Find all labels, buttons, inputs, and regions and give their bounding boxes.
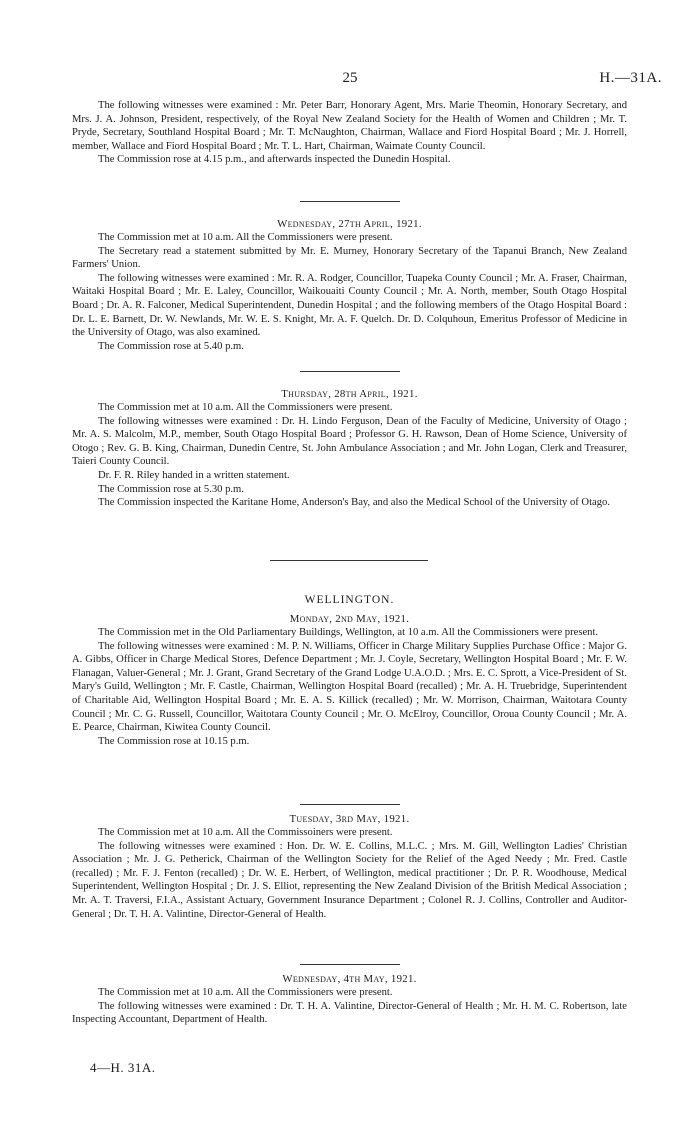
- section-heading: Tuesday, 3rd May, 1921.: [289, 813, 410, 825]
- witnesses-paragraph: The following witnesses were examined : Hon. Dr. W. E. Collins, M.L.C. ; Mrs. M. Gill, Wellington Ladies' Christian Association ; Mr. J. G. Petherick, Chairman of the Wellington Society for the Relief of the Aged Needy ; Mr. Fred. Castle (recalled) ; Mr. F. J. Fenton (recalled) ; Dr. W. E. Herbert, of Wellington, medical practitioner ; Dr. P. R. Woodhouse, Medical Superintendent, Wellington Hospital ; Dr. J. S. Elliot, representing the New Zealand Division of the British Medical Association ; Mr. A. T. Traversi, F.I.A., Assistant Actuary, Government Insurance Department ; Colonel R. J. Collins, Controller and Auditor-General ; Dr. T. H. A. Valintine, Director-General of Health.: [72, 840, 627, 920]
- major-divider: [270, 560, 428, 561]
- section-heading: Wednesday, 27th April, 1921.: [277, 218, 422, 230]
- meeting-paragraph: The Commission met at 10 a.m. All the Commissoiners were present.: [98, 827, 393, 838]
- witnesses-paragraph: The following witnesses were examined : Dr. T. H. A. Valintine, Director-General of Health ; Mr. H. M. C. Robertson, late Inspecting Accountant, Department of Health.: [72, 1000, 627, 1026]
- wednesday-4-may-section: [72, 972, 627, 1027]
- page-number: 25: [342, 70, 358, 86]
- section-divider: [300, 371, 400, 372]
- statement-paragraph: The Secretary read a statement submitted by Mr. E. Murney, Honorary Secretary of the Tapanui Branch, New Zealand Farmers' Union.: [72, 245, 627, 271]
- wellington-section: [72, 594, 627, 608]
- document-code: H.—31A.: [599, 70, 662, 86]
- monday-2-may-section: [72, 612, 627, 748]
- intro-rose-paragraph: The Commission rose at 4.15 p.m., and afterwards inspected the Dunedin Hospital.: [98, 154, 451, 166]
- rose-paragraph: The Commission rose at 10.15 p.m.: [98, 735, 250, 747]
- rose-paragraph: The Commission rose at 5.30 p.m.: [98, 483, 244, 495]
- meeting-paragraph: The Commission met at 10 a.m. All the Commissioners were present.: [98, 232, 393, 243]
- page-signature: 4—H. 31A.: [90, 1060, 156, 1075]
- intro-section: [72, 99, 627, 167]
- meeting-paragraph: The Commission met at 10 a.m. All the Commissioners were present.: [98, 402, 393, 413]
- city-heading: WELLINGTON.: [304, 594, 395, 606]
- meeting-paragraph: The Commission met in the Old Parliamentary Buildings, Wellington, at 10 a.m. All the Commissioners were present.: [98, 627, 599, 638]
- section-heading: Thursday, 28th April, 1921.: [281, 388, 418, 400]
- intro-witnesses-paragraph: The following witnesses were examined : Mr. Peter Barr, Honorary Agent, Mrs. Marie Theomin, Honorary Secretary, and Mrs. J. A. Johnson, President, respectively, of the Royal New Zealand Society for the Health of Women and Children ; Mr. T. Pryde, Secretary, Southland Hospital Board ; Mr. T. McNaughton, Chairman, Wallace and Fiord Hospital Board ; Mr. J. Horrell, member, Wallace and Fiord Hospital Board ; Mr. T. L. Hart, Chairman, Waimate County Council.: [72, 100, 627, 152]
- section-heading: Wednesday, 4th May, 1921.: [282, 973, 417, 985]
- statement-paragraph: Dr. F. R. Riley handed in a written statement.: [98, 469, 290, 481]
- witnesses-paragraph: The following witnesses were examined : Mr. R. A. Rodger, Councillor, Tuapeka County Council ; Mr. A. Fraser, Chairman, Waitaki Hospital Board ; Mr. E. Laley, Councillor, Waikouaiti County Council ; Mr. A. North, member, South Otago Hospital Board ; Dr. A. R. Falconer, Medical Superintendent, Dunedin Hospital ; and the following members of the Otago Hospital Board : Dr. L. E. Barnett, Dr. W. Newlands, Mr. W. E. S. Knight, Mr. A. F. Quelch. Dr. D. Colquhoun, Emeritus Professor of Medicine in the University of Otago, was also examined.: [72, 272, 627, 339]
- section-divider: [300, 804, 400, 805]
- tuesday-3-may-section: [72, 812, 627, 921]
- meeting-paragraph: The Commission met at 10 a.m. All the Commissioners were present.: [98, 987, 393, 998]
- section-divider: [300, 964, 400, 965]
- section-heading: Monday, 2nd May, 1921.: [289, 613, 410, 625]
- witnesses-paragraph: The following witnesses were examined : M. P. N. Williams, Officer in Charge Military Supplies Purchase Office : Major G. A. Gibbs, Officer in Charge Medical Stores, Defence Department ; Mr. J. Coyle, Secretary, Wellington Hospital Board ; Mr. F. W. Flanagan, Valuer-General ; Mr. J. Grant, Grand Secretary of the Grand Lodge U.A.O.D. ; Mrs. E. C. Sprott, a Vice-President of St. Mary's Guild, Wellington ; Mr. F. Castle, Chairman, Wellington Hospital Board (recalled) ; Mr. A. H. Truebridge, Superintendent of Charitable Aid, Wellington Hospital Board ; Mr. E. A. S. Killick (recalled) ; Mr. W. Morrison, Chairman, Waitotara County Council ; Mr. C. G. Russell, Councillor, Waitotara County Council ; Mr. O. McElroy, Councillor, Oroua County Council ; Mr. A. E. Pearce, Chairman, Kiwitea County Council.: [72, 640, 627, 734]
- rose-paragraph: The Commission rose at 5.40 p.m.: [98, 340, 244, 352]
- witnesses-paragraph: The following witnesses were examined : Dr. H. Lindo Ferguson, Dean of the Faculty of Medicine, University of Otago ; Mr. A. S. Malcolm, M.P., member, South Otago Hospital Board ; Professor G. H. Rawson, Dean of Home Science, University of Otogo ; Rev. G. B. King, Chairman, Dunedin Centre, St. John Ambulance Association ; and Mr. John Logan, Clerk and Treasurer, Taieri County Council.: [72, 415, 627, 468]
- wednesday-27-april-section: [72, 217, 627, 353]
- thursday-28-april-section: [72, 387, 627, 510]
- inspection-paragraph: The Commission inspected the Karitane Home, Anderson's Bay, and also the Medical School of the University of Otago.: [98, 497, 610, 509]
- section-divider: [300, 201, 400, 202]
